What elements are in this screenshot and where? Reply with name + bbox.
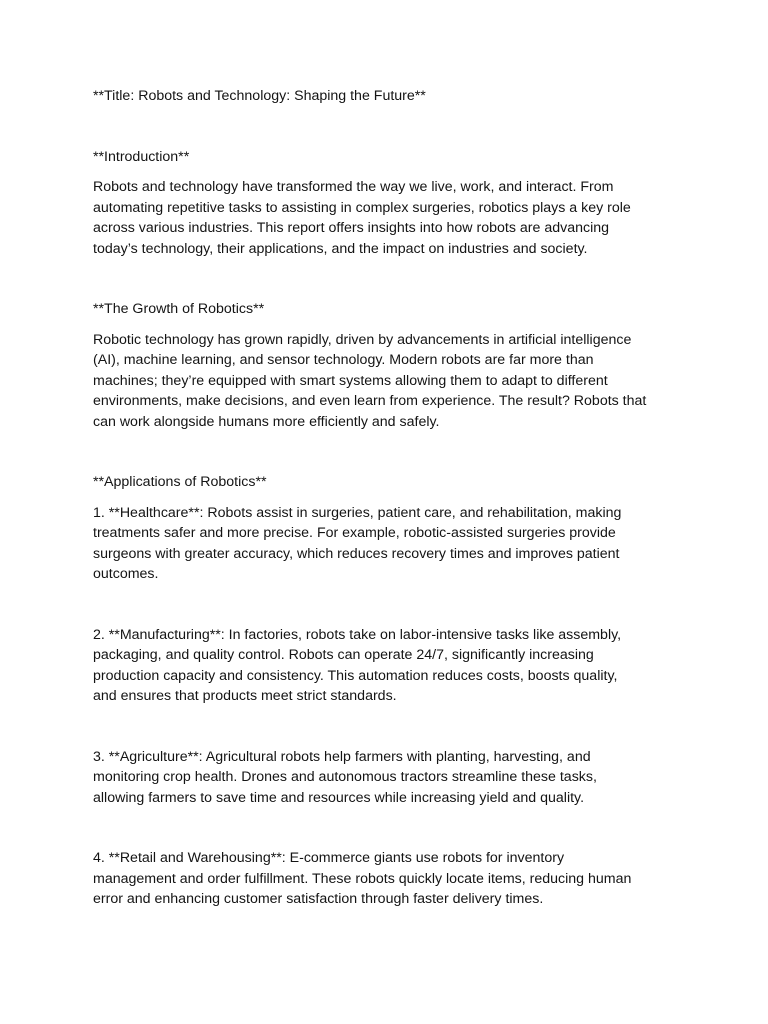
paragraph-line: (AI), machine learning, and sensor technology. Modern robots are far more than [93, 352, 594, 368]
paragraph-line: treatments safer and more precise. For example, robotic-assisted surgeries provide [93, 525, 616, 541]
paragraph-line: 4. **Retail and Warehousing**: E-commerce giants use robots for inventory [93, 850, 565, 866]
paragraph-line: management and order fulfillment. These robots quickly locate items, reducing human [93, 870, 632, 887]
paragraph-line: today’s technology, their applications, and the impact on industries and society. [93, 240, 588, 257]
application-item-retail [93, 848, 680, 910]
paragraph-line: Robotic technology has grown rapidly, driven by advancements in artificial intelligence [93, 331, 632, 348]
application-item-healthcare [93, 503, 680, 585]
paragraph-line: automating repetitive tasks to assisting in complex surgeries, robotics plays a key role [93, 199, 631, 216]
introduction-paragraph [93, 177, 680, 259]
paragraph-line: 2. **Manufacturing**: In factories, robots take on labor-intensive tasks like assembly, [93, 626, 622, 643]
paragraph-line: monitoring crop health. Drones and autonomous tractors streamline these tasks, [93, 769, 597, 785]
paragraph-line: allowing farmers to save time and resources while increasing yield and quality. [93, 789, 585, 806]
introduction-heading: **Introduction** [93, 148, 190, 165]
paragraph-line: and ensures that products meet strict standards. [93, 688, 397, 704]
paragraph-line: surgeons with greater accuracy, which reduces recovery times and improves patient [93, 545, 620, 562]
paragraph-line: production capacity and consistency. This automation reduces costs, boosts quality, [93, 667, 618, 684]
applications-heading: **Applications of Robotics** [93, 474, 267, 490]
paragraph-line: across various industries. This report offers insights into how robots are advancing [93, 220, 610, 236]
growth-paragraph [93, 330, 680, 433]
growth-heading: **The Growth of Robotics** [93, 301, 265, 317]
paragraph-line: Robots and technology have transformed the way we live, work, and interact. From [93, 179, 614, 195]
document-title: **Title: Robots and Technology: Shaping the Future** [93, 88, 426, 104]
paragraph-line: environments, make decisions, and even learn from experience. The result? Robots that [93, 393, 647, 409]
application-item-agriculture [93, 747, 680, 809]
paragraph-line: outcomes. [93, 566, 159, 582]
paragraph-line: 1. **Healthcare**: Robots assist in surgeries, patient care, and rehabilitation, making [93, 504, 622, 521]
paragraph-line: packaging, and quality control. Robots can operate 24/7, significantly increasing [93, 647, 594, 663]
paragraph-line: 3. **Agriculture**: Agricultural robots help farmers with planting, harvesting, and [93, 748, 591, 765]
paragraph-line: machines; they’re equipped with smart systems allowing them to adapt to different [93, 372, 608, 389]
paragraph-line: error and enhancing customer satisfaction through faster delivery times. [93, 891, 544, 907]
paragraph-line: can work alongside humans more efficiently and safely. [93, 413, 440, 430]
application-item-manufacturing [93, 625, 680, 707]
